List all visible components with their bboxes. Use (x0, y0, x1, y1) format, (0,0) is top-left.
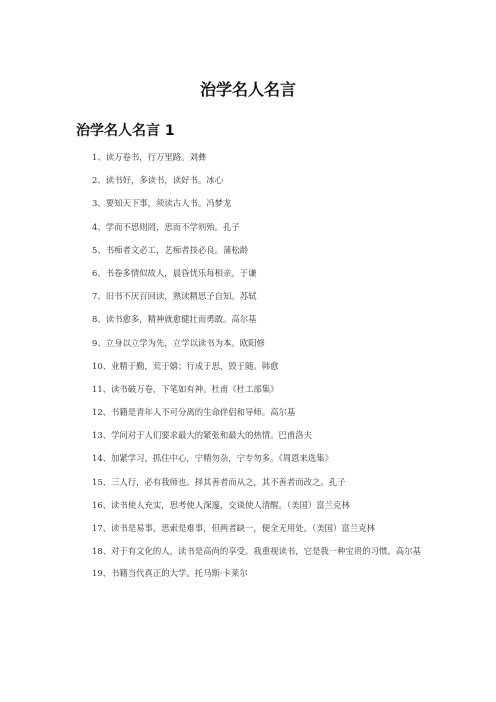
document-title: 治学名人名言 (199, 80, 296, 99)
quote-item: 14、加紧学习，抓住中心，宁精勿杂，宁专勿多。《周恩来选集》 (92, 453, 333, 464)
quote-item: 2、读书好，多读书，读好书。冰心 (92, 175, 223, 186)
quote-item: 1、读万卷书，行万里路。刘彝 (92, 152, 207, 162)
quote-item: 16、读书使人充实，思考使人深邃，交谈使人清醒。（美国）富兰克林 (92, 499, 350, 510)
quote-list (76, 150, 424, 589)
quote-item: 17、读书是易事，思索是难事，但两者缺一，便全无用处。（美国）富兰克林 (92, 523, 375, 533)
section-heading: 治学名人名言 1 (76, 123, 175, 139)
quote-item: 9、立身以立学为先，立学以读书为本。欧阳修 (92, 337, 265, 348)
quote-item: 10、业精于勤，荒于嬉；行成于思，毁于随。韩愈 (92, 360, 279, 371)
quote-item: 6、书卷多情似故人，晨昏忧乐每相亲。于谦 (92, 267, 257, 278)
quote-item: 5、书痴者文必工，艺痴者技必良。蒲松龄 (92, 244, 249, 255)
quote-item: 7、旧书不厌百回读，熟读精思子自知。苏轼 (92, 291, 257, 302)
quote-item: 13、学问对于人们要求最大的紧张和最大的热情。巴甫洛夫 (92, 430, 313, 441)
quote-item: 12、书籍是青年人不可分离的生命伴侣和导师。高尔基 (92, 407, 296, 418)
quote-item: 4、学而不思则罔，思而不学则殆。孔子 (92, 221, 240, 232)
quote-item: 19、书籍当代真正的大学。托马斯·卡莱尔 (92, 568, 248, 579)
quote-item: 18、对于有文化的人，读书是高尚的享受。我重视读书，它是我一种宝贵的习惯。高尔基 (92, 545, 421, 556)
quote-item: 15、三人行，必有我师也。择其善者而从之，其不善者而改之。孔子 (92, 476, 346, 487)
quote-item: 11、读书破万卷，下笔如有神。杜甫《杜工部集》 (92, 383, 279, 394)
quote-item: 3、要知天下事，须读古人书。冯梦龙 (92, 198, 232, 209)
quote-item: 8、读书愈多，精神就愈健壮而勇敢。高尔基 (92, 314, 257, 325)
